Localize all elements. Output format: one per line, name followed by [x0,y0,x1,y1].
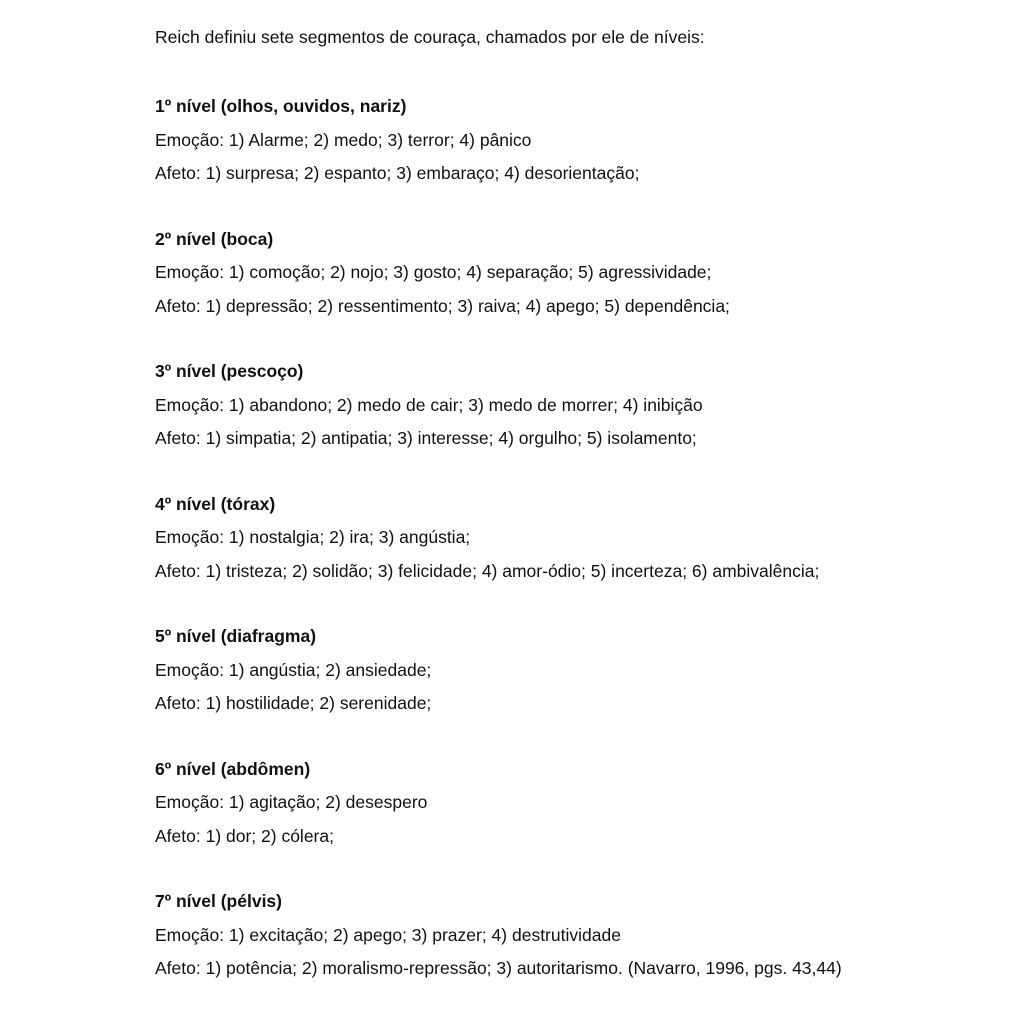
level-title: 3º nível (pescoço) [155,361,304,381]
level-affect-line: Afeto: 1) hostilidade; 2) serenidade; [155,693,432,713]
level-section-6 [155,753,995,854]
level-section-7 [155,885,995,986]
level-affect-line: Afeto: 1) depressão; 2) ressentimento; 3) raiva; 4) apego; 5) dependência; [155,295,730,316]
level-section-2 [155,223,995,324]
level-title: 4º nível (tórax) [155,493,276,514]
level-title: 7º nível (pélvis) [155,891,282,911]
level-affect-line: Afeto: 1) simpatia; 2) antipatia; 3) interesse; 4) orgulho; 5) isolamento; [155,428,697,448]
document-page [155,24,995,1018]
level-title: 1º nível (olhos, ouvidos, nariz) [155,96,407,116]
level-affect-line: Afeto: 1) dor; 2) cólera; [155,825,334,846]
level-emotion-line: Emoção: 1) Alarme; 2) medo; 3) terror; 4) pânico [155,129,532,150]
level-emotion-line: Emoção: 1) excitação; 2) apego; 3) prazer; 4) destrutividade [155,924,621,945]
level-section-1 [155,90,995,191]
level-title: 5º nível (diafragma) [155,626,317,646]
level-emotion-line: Emoção: 1) abandono; 2) medo de cair; 3) medo de morrer; 4) inibição [155,394,703,415]
level-emotion-line: Emoção: 1) comoção; 2) nojo; 3) gosto; 4) separação; 5) agressividade; [155,262,712,282]
level-emotion-line: Emoção: 1) agitação; 2) desespero [155,792,428,812]
level-section-4 [155,488,995,589]
level-affect-line: Afeto: 1) surpresa; 2) espanto; 3) embaraço; 4) desorientação; [155,163,640,183]
level-title: 2º nível (boca) [155,228,274,249]
level-affect-line: Afeto: 1) tristeza; 2) solidão; 3) felicidade; 4) amor-ódio; 5) incerteza; 6) ambivalência; [155,560,820,581]
level-emotion-line: Emoção: 1) angústia; 2) ansiedade; [155,659,432,680]
level-affect-line: Afeto: 1) potência; 2) moralismo-repressão; 3) autoritarismo. (Navarro, 1996, pgs. 43,44) [155,958,842,978]
intro-paragraph: Reich definiu sete segmentos de couraça, chamados por ele de níveis: [155,27,705,47]
level-section-3 [155,355,995,456]
level-emotion-line: Emoção: 1) nostalgia; 2) ira; 3) angústia; [155,527,471,547]
level-section-5 [155,620,995,721]
level-title: 6º nível (abdômen) [155,758,311,779]
